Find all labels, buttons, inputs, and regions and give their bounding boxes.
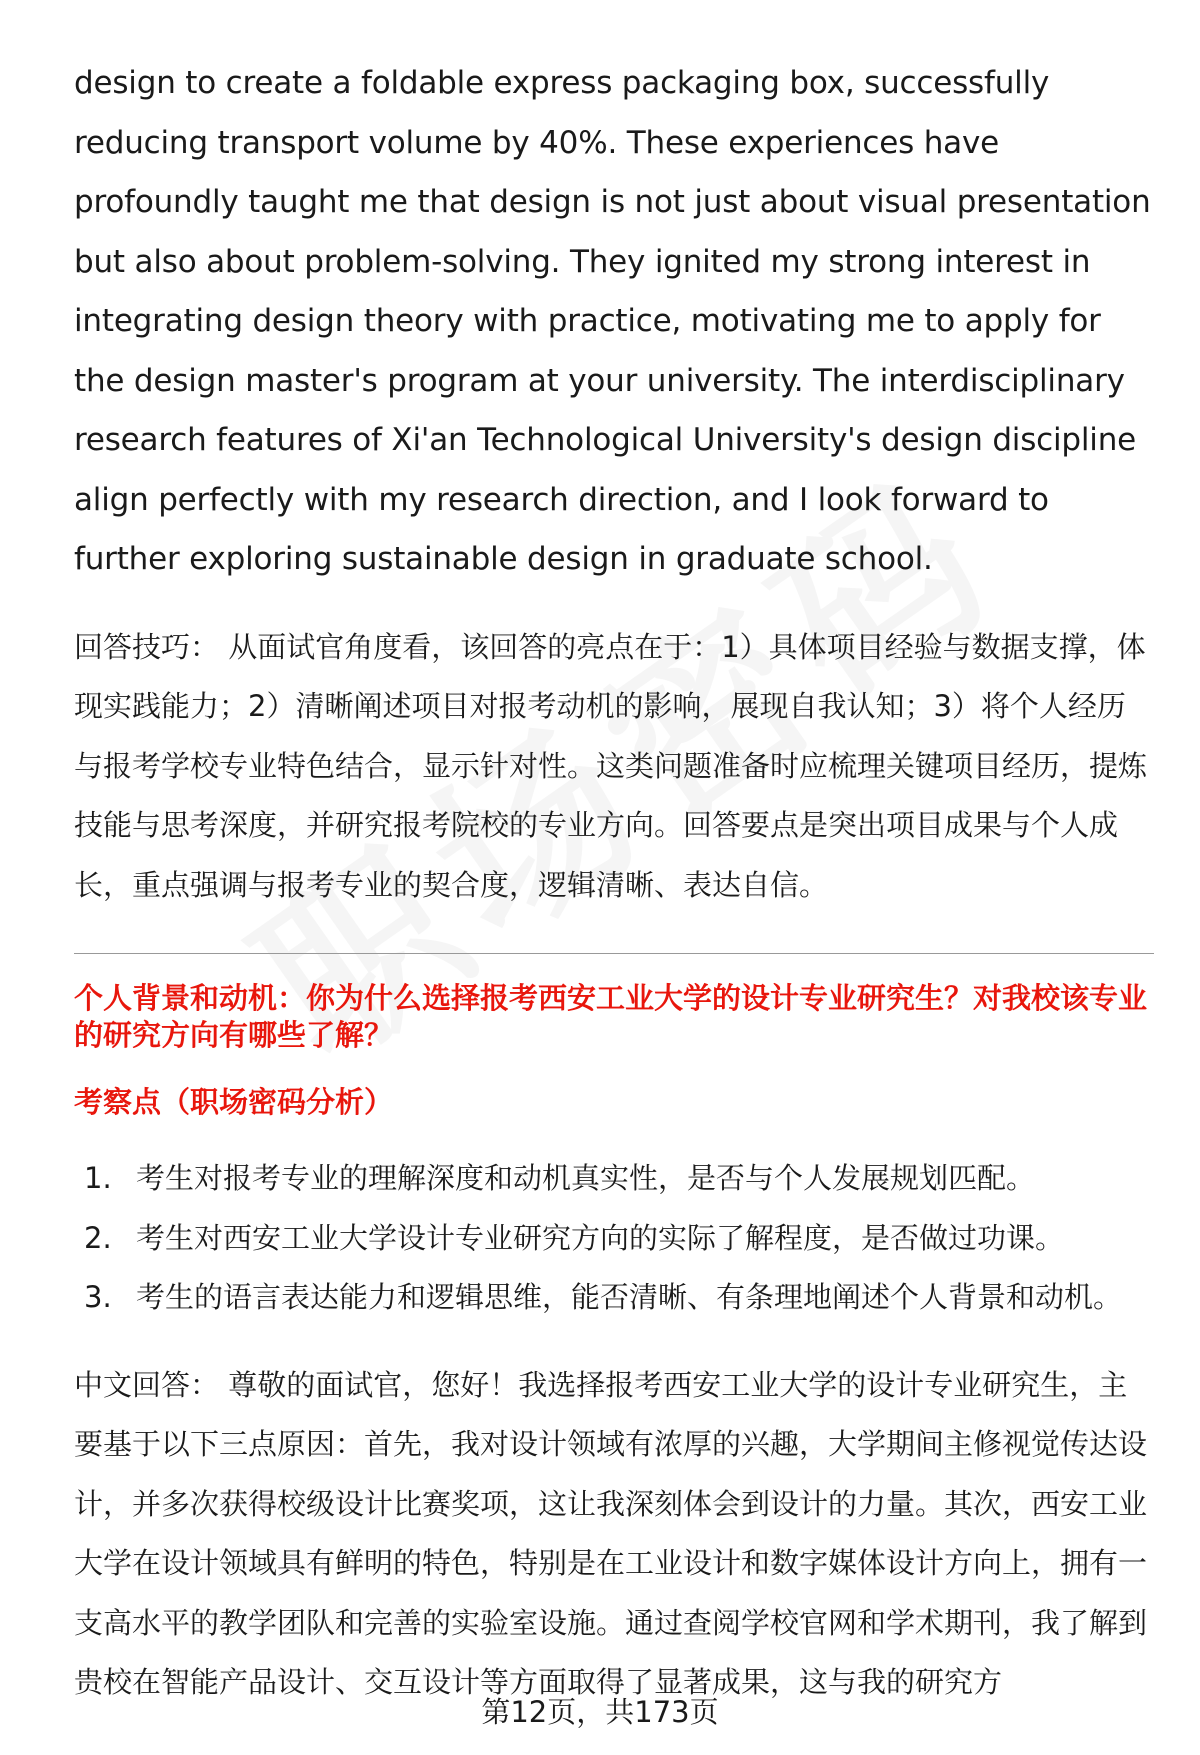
list-item: [74, 1268, 1154, 1328]
list-text: 考生对报考专业的理解深度和动机真实性，是否与个人发展规划匹配。: [136, 1161, 1036, 1195]
list-number: 3.: [84, 1280, 112, 1314]
document-page: [74, 54, 1154, 1713]
list-item: [74, 1209, 1154, 1269]
list-text: 考生对西安工业大学设计专业研究方向的实际了解程度，是否做过功课。: [136, 1220, 1065, 1255]
analysis-points-list: [74, 1149, 1154, 1328]
section-divider: [74, 953, 1154, 954]
english-answer-paragraph: design to create a foldable express packaging box, successfully reducing transport volume by 40%. These experiences have profoundly taught me that design is not just about visual presentation but also about problem-solving. They ignited my strong interest in integrating design theory with practice, motivating me to apply for the design master's program at your university. The interdisciplinary research features of Xi'an Technological University's design discipline align perfectly with my research direction, and I look forward to further exploring sustainable design in graduate school.: [74, 65, 1151, 577]
list-number: 1.: [84, 1161, 112, 1195]
question-title: 个人背景和动机：你为什么选择报考西安工业大学的设计专业研究生？对我校该专业的研究方向有哪些了解？: [74, 981, 1148, 1052]
analysis-title: 考察点（职场密码分析）: [74, 1085, 394, 1119]
chinese-answer-paragraph: 中文回答： 尊敬的面试官，您好！我选择报考西安工业大学的设计专业研究生，主要基于以下三点原因：首先，我对设计领域有浓厚的兴趣，大学期间主修视觉传达设计，并多次获得校级设计比赛奖项，这让我深刻体会到设计的力量。其次，西安工业大学在设计领域具有鲜明的特色，特别是在工业设计和数字媒体设计方向上，拥有一支高水平的教学团队和完善的实验室设施。通过查阅学校官网和学术期刊，我了解到贵校在智能产品设计、交互设计等方面取得了显著成果，这与我的研究方: [74, 1367, 1148, 1699]
list-number: 2.: [84, 1220, 112, 1255]
page-number-footer: 第12页，共173页: [481, 1695, 719, 1729]
list-text: 考生的语言表达能力和逻辑思维，能否清晰、有条理地阐述个人背景和动机。: [136, 1280, 1123, 1314]
answer-tips-paragraph: 回答技巧： 从面试官角度看，该回答的亮点在于：1）具体项目经验与数据支撑，体现实践能力；2）清晰阐述项目对报考动机的影响，展现自我认知；3）将个人经历与报考学校专业特色结合，显示针对性。这类问题准备时应梳理关键项目经历，提炼技能与思考深度，并研究报考院校的专业方向。回答要点是突出项目成果与个人成长，重点强调与报考专业的契合度，逻辑清晰、表达自信。: [74, 629, 1148, 902]
list-item: [74, 1149, 1154, 1209]
